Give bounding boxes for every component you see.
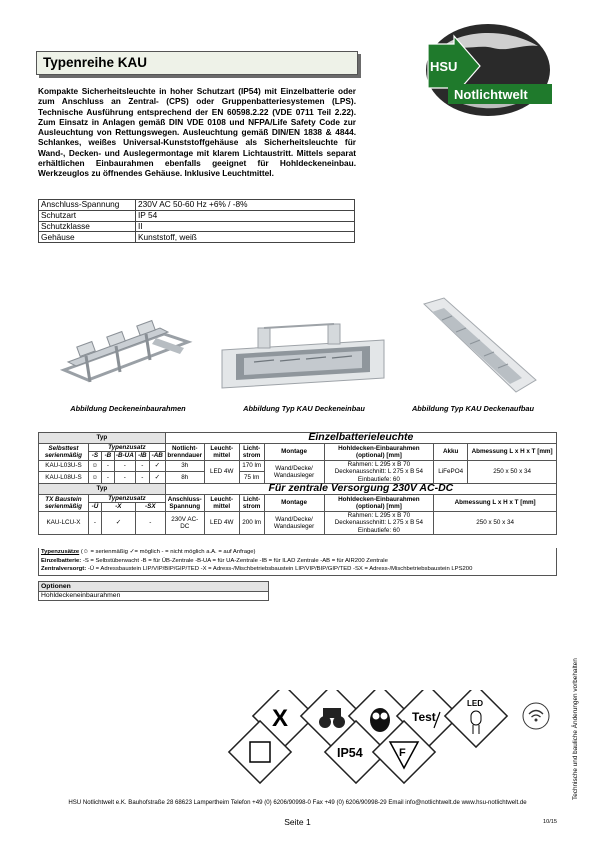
cell: - xyxy=(101,472,114,484)
sub-header: -B xyxy=(101,452,114,460)
col-header-selbsttest: Selbsttest serienmäßig xyxy=(39,444,89,461)
cell: Wand/Decke/ Wandausleger xyxy=(264,511,324,534)
spec-row xyxy=(39,221,355,232)
certification-icons xyxy=(220,690,560,800)
typ-header: Typ xyxy=(39,433,166,444)
cell-rahmen xyxy=(324,460,434,483)
svg-text:IP54: IP54 xyxy=(337,746,363,760)
cell: 250 x 50 x 34 xyxy=(468,460,557,483)
cell: - xyxy=(135,472,149,484)
svg-text:F: F xyxy=(399,747,406,759)
col-header-lichtstrom: Licht-strom xyxy=(239,495,264,512)
options-table xyxy=(38,581,269,601)
logo-top-text: HSU xyxy=(430,59,458,74)
type-name: KAU-L08U-S xyxy=(39,472,89,484)
col-header-leuchtmittel: Leucht-mittel xyxy=(204,444,239,461)
spec-label: Gehäuse xyxy=(39,232,136,243)
cell: 75 lm xyxy=(239,472,264,484)
cell-rahmen xyxy=(324,511,434,534)
rahmen-line: Deckenausschnitt: L 275 x B 54 xyxy=(334,519,424,527)
cell: ✓ xyxy=(101,511,135,534)
surface-luminaire-image xyxy=(418,296,538,400)
col-header-typenzusatz: Typenzusatz xyxy=(88,444,165,452)
types-table xyxy=(38,432,557,535)
options-header: Optionen xyxy=(39,582,269,592)
cell: 8h xyxy=(165,472,204,484)
footnotes xyxy=(38,548,557,576)
recessed-luminaire-image xyxy=(218,322,388,400)
type-name: KAU-L03U-S xyxy=(39,460,89,472)
cell: - xyxy=(135,460,149,472)
spec-label: Schutzart xyxy=(39,210,136,221)
table-row xyxy=(39,511,557,534)
cell: - xyxy=(114,460,135,472)
cell: ✓ xyxy=(149,472,165,484)
cell: 200 lm xyxy=(239,511,264,534)
cell: LED 4W xyxy=(204,460,239,483)
spec-value: IP 54 xyxy=(136,210,355,221)
intro-text: Kompakte Sicherheitsleuchte in hoher Schutzart (IP54) mit Einzelbatterie oder zum Anschluss an Zentral- (CPS) oder Gruppenbatteriesystemen (LPS). Technische Ausführung entsprechend der EN 60598.2.22 (VDE 0711 Teil 2.22). Zum Einsatz in Anlagen gemäß DIN VDE 0108 und NFPA/Life Safety Code zur Ausleuchtung von Rettungswegen. Ausleuchtung gemäß DIN/EN 1838 & 4844. Schlankes, weißes Universal-Kunststoffgehäuse als Sicherheitsleuchte für Wand-, Decken- und Auslegermontage mit klarem Lichtaustritt. Mittels separat erhältlichen Einbaurahmen ebenfalls geeignet für Hohldeckeneinbau. Werkzeuglos zu öffnendes Gehäuse. Inklusive Leuchtmittel. xyxy=(38,86,356,179)
spec-row xyxy=(39,210,355,221)
cell: ☺ xyxy=(88,460,101,472)
image-caption: Abbildung Deckeneinbaurahmen xyxy=(70,404,186,413)
logo-bottom-text: Notlichtwelt xyxy=(454,87,528,102)
svg-text:Test: Test xyxy=(412,710,436,724)
col-header-akku: Akku xyxy=(434,444,468,461)
cell: - xyxy=(88,511,101,534)
col-header-leuchtmittel: Leucht-mittel xyxy=(204,495,239,512)
spec-row xyxy=(39,232,355,243)
col-header-hohldecken: Hohldecken-Einbaurahmen (optional) [mm] xyxy=(324,444,434,461)
sub-header: -Ü xyxy=(88,503,101,511)
footnote-text: (☺ = serienmäßig ✓= möglich - = nicht möglich a.A. = auf Anfrage) xyxy=(79,549,256,555)
svg-text:LED: LED xyxy=(467,699,483,708)
contact-footer: HSU Notlichtwelt e.K. Bauhofstraße 28 68623 Lampertheim Telefon +49 (0) 6206/90998-0 Fax +49 (0) 6206/90998-29 Email info@notlichtwelt.de www.hsu-notlichtwelt.de xyxy=(68,799,527,806)
col-header-hohldecken: Hohldecken-Einbaurahmen (optional) [mm] xyxy=(324,495,434,512)
page-number: Seite 1 xyxy=(284,817,311,827)
table-row xyxy=(39,460,557,472)
spec-table xyxy=(38,199,355,243)
sub-header: -X xyxy=(101,503,135,511)
mounting-frame-image xyxy=(56,294,196,398)
page-title: Typenreihe KAU xyxy=(36,51,358,75)
col-header-montage: Montage xyxy=(264,444,324,461)
footnote-text: -S = Selbstüberwacht -B = für ÜB-Zentrale -B-UA = für UA-Zentrale -IB = für ILAD Zentrale -AB = für AIR200 Zentrale xyxy=(81,557,388,564)
col-header-anschluss: Anschluss-Spannung xyxy=(165,495,204,512)
rahmen-line: Einbautiefe: 60 xyxy=(357,526,400,534)
option-item: Hohldeckeneinbaurahmen xyxy=(39,591,269,601)
page-code: 10/15 xyxy=(543,819,557,825)
cell: 230V AC-DC xyxy=(165,511,204,534)
owl-icon xyxy=(370,708,390,732)
spec-label: Schutzklasse xyxy=(39,221,136,232)
x-icon xyxy=(272,705,288,732)
cell: Wand/Decke/ Wandausleger xyxy=(264,460,324,483)
typ-header: Typ xyxy=(39,484,166,495)
sub-header: -S xyxy=(88,452,101,460)
hsu-logo xyxy=(388,22,566,122)
cell: ☺ xyxy=(88,472,101,484)
cell: 3h xyxy=(165,460,204,472)
footnote-text: -Ü = Adressbaustein LIP/VIP/BIP/GIP/TED -X = Adress-/Mischbetriebsbaustein LIP/VIP/BIP/GIP/TED -SX = Adress-/Mischbetriebsbaustein LPS200 xyxy=(86,566,473,573)
rahmen-line: Rahmen: L 295 x B 70 xyxy=(347,460,411,468)
spec-value: 230V AC 50-60 Hz +6% / -8% xyxy=(136,200,355,211)
sub-header: -AB xyxy=(149,452,165,460)
section-title-einzelbatterie: Einzelbatterieleuchte xyxy=(165,433,556,444)
cell: - xyxy=(135,511,165,534)
spec-row xyxy=(39,200,355,211)
cell: - xyxy=(101,460,114,472)
list-item xyxy=(39,591,269,601)
svg-text:X: X xyxy=(272,705,289,732)
ip54-icon xyxy=(337,746,363,760)
cell: ✓ xyxy=(149,460,165,472)
cell: 170 lm xyxy=(239,460,264,472)
footnote-head: Zentralversorgt: xyxy=(41,566,87,573)
cell: 250 x 50 x 34 xyxy=(434,511,557,534)
footnote-head: Typenzusätze xyxy=(41,549,80,555)
col-header-tx: TX Baustein serienmäßig xyxy=(39,495,89,512)
rahmen-line: Einbautiefe: 60 xyxy=(357,475,400,483)
sub-header: -SX xyxy=(135,503,165,511)
footnote-head: Einzelbatterie: xyxy=(41,557,82,564)
col-header-abmessung: Abmessung L x H x T [mm] xyxy=(434,495,557,512)
image-caption: Abbildung Typ KAU Deckeneinbau xyxy=(243,404,365,413)
col-header-montage: Montage xyxy=(264,495,324,512)
cell: - xyxy=(114,472,135,484)
image-caption: Abbildung Typ KAU Deckenaufbau xyxy=(411,404,535,413)
wifi-icon xyxy=(523,703,549,729)
sub-header: -B-UA xyxy=(115,452,134,460)
sub-header: -IB xyxy=(135,452,149,460)
cell: LiFePO4 xyxy=(434,460,468,483)
footnote-line xyxy=(41,557,554,566)
side-note: Technische und bauliche Änderungen vorbehalten xyxy=(572,658,579,800)
spec-label: Anschluss-Spannung xyxy=(39,200,136,211)
rahmen-line: Rahmen: L 295 x B 70 xyxy=(347,511,411,519)
col-header-abmessung: Abmessung L x H x T [mm] xyxy=(468,444,557,461)
type-name: KAU-LCU-X xyxy=(39,511,89,534)
spec-value: II xyxy=(136,221,355,232)
spec-value: Kunststoff, weiß xyxy=(136,232,355,243)
cell: LED 4W xyxy=(204,511,239,534)
col-header-typenzusatz: Typenzusatz xyxy=(88,495,165,503)
footnote-line xyxy=(41,565,554,574)
col-header-notlicht: Notlicht-brenndauer xyxy=(165,444,204,461)
footnote-line xyxy=(41,548,554,557)
rahmen-line: Deckenausschnitt: L 275 x B 54 xyxy=(334,468,424,476)
section-title-zentral: Für zentrale Versorgung 230V AC-DC xyxy=(165,484,556,495)
col-header-lichtstrom: Licht-strom xyxy=(239,444,264,461)
